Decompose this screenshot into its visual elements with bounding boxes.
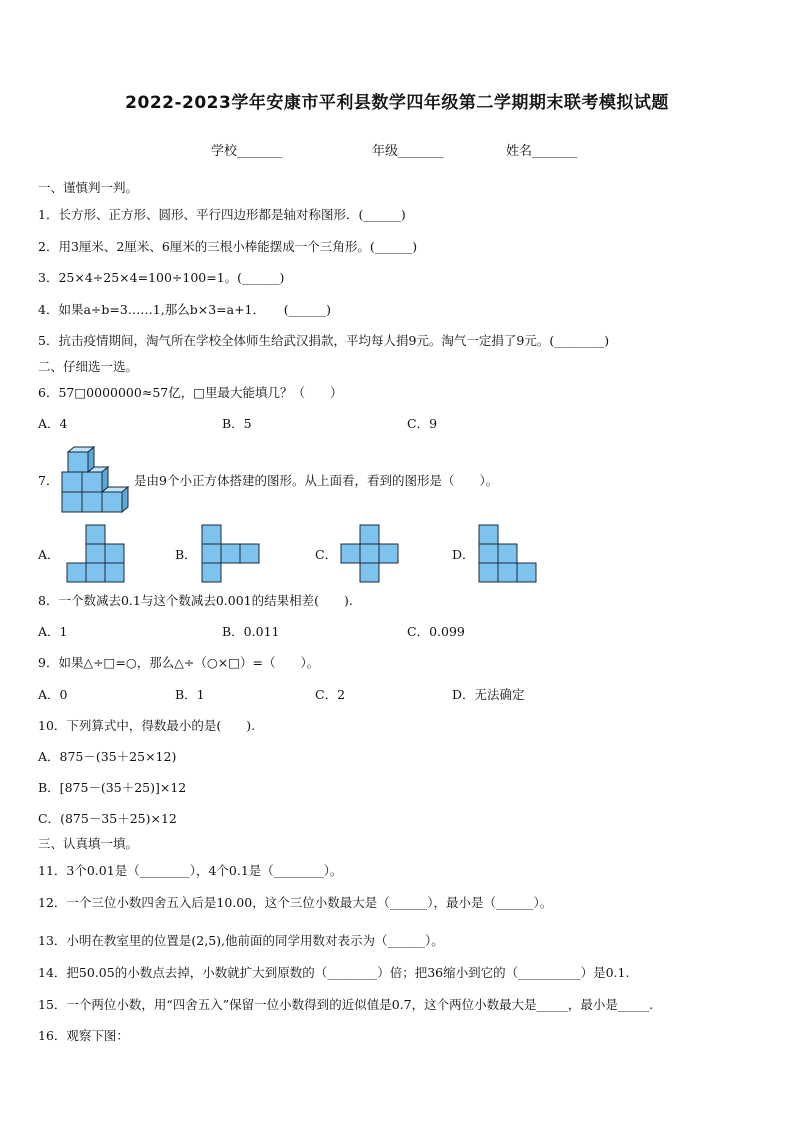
section-heading-1: 一、谨慎判一判。 [38,180,139,195]
question-14: 14．把50.05的小数点去掉，小数就扩大到原数的（________）倍；把36缩小到它的（__________）是0.1. [38,965,630,980]
question-12: 12．一个三位小数四舍五入后是10.00，这个三位小数最大是（______），最小是（______）。 [38,895,553,910]
q8-option-a: A．1 [38,624,68,639]
q10-option-a: A．875－(35＋25×12) [38,749,177,764]
q7-option-c-figure [340,524,402,584]
q7-number: 7． [38,473,59,488]
q7-option-d: D． [452,547,475,562]
school-field: 学校_______ [211,144,283,159]
cube-stack-figure [60,446,132,516]
q9-option-a: A．0 [38,687,68,702]
q8-option-c: C．0.099 [407,624,465,639]
question-6: 6．57□0000000≈57亿，□里最大能填几？（ ） [38,385,343,400]
question-13: 13．小明在教室里的位置是(2,5),他前面的同学用数对表示为（______）。 [38,933,444,948]
question-16: 16．观察下图： [38,1028,129,1043]
q7-option-b-figure [201,524,263,584]
q7-option-b: B． [175,547,197,562]
grade-field: 年级_______ [372,144,444,159]
question-9: 9．如果△÷□=○，那么△÷（○×□）=（ ）。 [38,655,320,670]
q7-option-d-figure [478,524,540,584]
q9-option-b: B．1 [175,687,205,702]
question-11: 11．3个0.01是（________），4个0.1是（________）。 [38,863,343,878]
q8-option-b: B．0.011 [222,624,280,639]
q7-option-a-figure [66,524,128,584]
q9-option-c: C．2 [315,687,346,702]
question-2: 2．用3厘米、2厘米、6厘米的三根小棒能摆成一个三角形。(______) [38,239,418,254]
question-3: 3．25×4÷25×4=100÷100=1。(______) [38,270,285,285]
question-7-text: 是由9个小正方体搭建的图形。从上面看，看到的图形是（ ）。 [134,473,499,488]
question-1: 1．长方形、正方形、圆形、平行四边形都是轴对称图形．(______) [38,207,406,222]
q7-option-a: A． [38,547,60,562]
q7-option-c: C． [315,547,338,562]
section-heading-2: 二、仔细选一选。 [38,359,139,374]
q10-option-c: C．(875－35＋25)×12 [38,811,177,826]
q9-option-d: D．无法确定 [452,687,525,702]
q6-option-c: C．9 [407,416,438,431]
q6-option-b: B．5 [222,416,252,431]
q10-option-b: B．[875－(35＋25)]×12 [38,780,187,795]
question-5: 5．抗击疫情期间，淘气所在学校全体师生给武汉捐款，平均每人捐9元。淘气一定捐了9元。(________) [38,333,610,348]
question-4: 4．如果a÷b=3……1,那么b×3=a+1． (______) [38,302,332,317]
question-10: 10．下列算式中，得数最小的是( ). [38,718,256,733]
section-heading-3: 三、认真填一填。 [38,836,139,851]
question-15: 15．一个两位小数，用“四舍五入”保留一位小数得到的近似值是0.7，这个两位小数最大是_____，最小是_____. [38,997,654,1012]
name-field: 姓名_______ [506,144,578,159]
page-title: 2022-2023学年安康市平利县数学四年级第二学期期末联考模拟试题 [125,93,669,113]
q6-option-a: A．4 [38,416,68,431]
question-8: 8．一个数减去0.1与这个数减去0.001的结果相差( ). [38,593,353,608]
